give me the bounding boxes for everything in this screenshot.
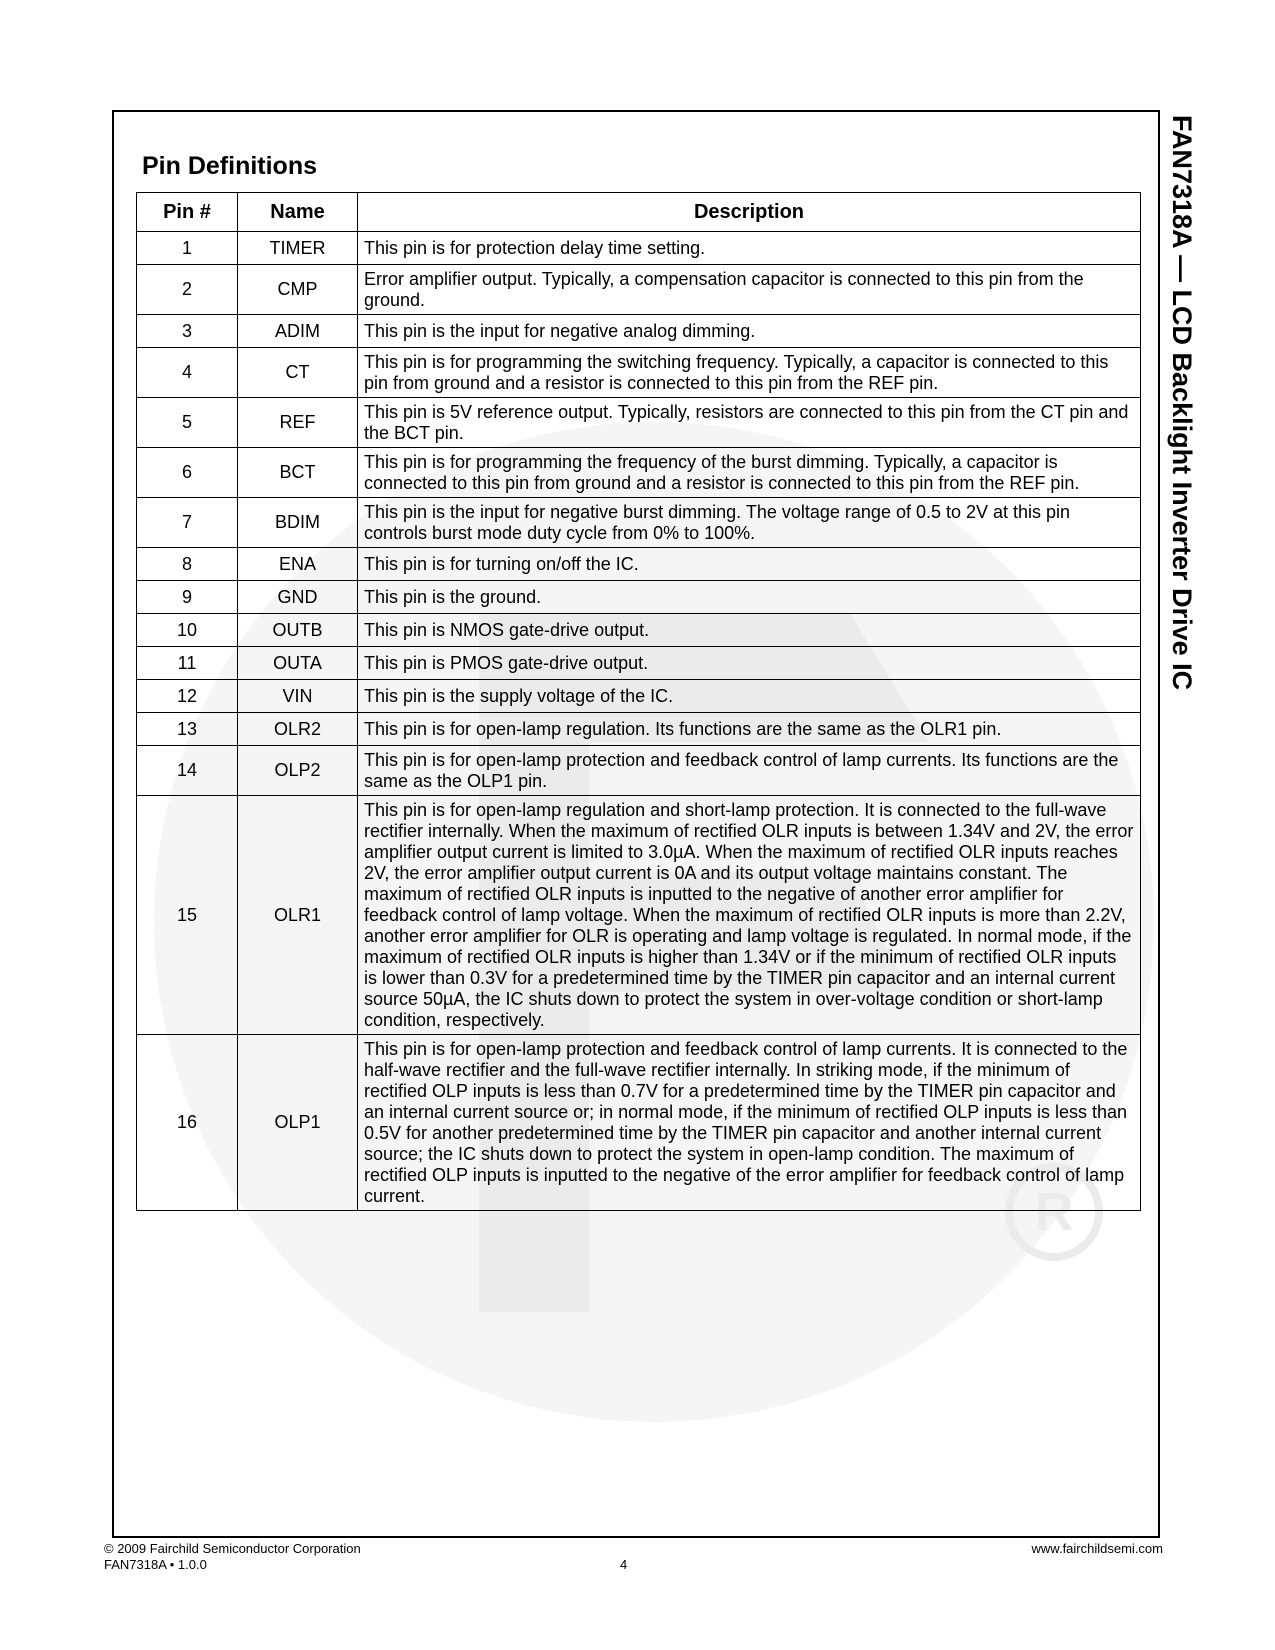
table-row [137, 1035, 1141, 1211]
header-pin: Pin # [137, 193, 238, 232]
table-row [137, 680, 1141, 713]
page-frame [112, 110, 1160, 1538]
pin-description: Error amplifier output. Typically, a compensation capacitor is connected to this pin from the ground. [358, 265, 1141, 315]
pin-name: OLP1 [238, 1035, 358, 1211]
pin-number: 1 [137, 232, 238, 265]
pin-description: This pin is for programming the frequency of the burst dimming. Typically, a capacitor is connected to this pin from ground and a resistor is connected to this pin from the REF pin. [358, 448, 1141, 498]
svg-text:R: R [1034, 1182, 1074, 1242]
pin-description: This pin is PMOS gate-drive output. [358, 647, 1141, 680]
pin-description: This pin is the ground. [358, 581, 1141, 614]
table-row [137, 647, 1141, 680]
header-name: Name [238, 193, 358, 232]
pin-name: OLR2 [238, 713, 358, 746]
pin-number: 3 [137, 315, 238, 348]
table-row [137, 713, 1141, 746]
table-row [137, 448, 1141, 498]
side-title-text: FAN7318A — LCD Backlight Inverter Drive IC [1167, 115, 1197, 691]
pin-description: This pin is for turning on/off the IC. [358, 548, 1141, 581]
pin-number: 12 [137, 680, 238, 713]
pin-description: This pin is 5V reference output. Typically, resistors are connected to this pin from the CT pin and the BCT pin. [358, 398, 1141, 448]
pin-description: This pin is the input for negative analog dimming. [358, 315, 1141, 348]
footer-copyright: © 2009 Fairchild Semiconductor Corporation [104, 1541, 361, 1556]
pin-number: 14 [137, 746, 238, 796]
pin-description: This pin is the input for negative burst dimming. The voltage range of 0.5 to 2V at this pin controls burst mode duty cycle from 0% to 100%. [358, 498, 1141, 548]
footer-doc-id: FAN7318A • 1.0.0 [104, 1557, 207, 1572]
pin-name: OUTA [238, 647, 358, 680]
pin-name: CT [238, 348, 358, 398]
footer-page-number: 4 [620, 1557, 628, 1572]
pin-name: BDIM [238, 498, 358, 548]
table-row [137, 398, 1141, 448]
pin-description: This pin is for open-lamp regulation and short-lamp protection. It is connected to the full-wave rectifier internally. When the maximum of rectified OLR inputs is between 1.34V and 2V, the error amplifier output current is limited to 3.0µA. When the maximum of rectified OLR inputs reaches 2V, the error amplifier output current is 0A and its output voltage maintains constant. The maximum of rectified OLR inputs is inputted to the negative of another error amplifier for feedback control of lamp voltage. When the maximum of rectified OLR inputs is more than 2.2V, another error amplifier for OLR is operating and lamp voltage is regulated. In normal mode, if the maximum of rectified OLR inputs is higher than 1.34V or if the minimum of rectified OLR inputs is lower than 0.3V for a predetermined time by the TIMER pin capacitor and an internal current source 50µA, the IC shuts down to protect the system in over-voltage condition or short-lamp condition, respectively. [358, 796, 1141, 1035]
table-header-row [137, 193, 1141, 232]
pin-number: 7 [137, 498, 238, 548]
pin-description: This pin is for open-lamp protection and feedback control of lamp currents. Its functions are the same as the OLP1 pin. [358, 746, 1141, 796]
pin-description: This pin is for open-lamp protection and feedback control of lamp currents. It is connected to the half-wave rectifier and the full-wave rectifier internally. In striking mode, if the minimum of rectified OLP inputs is less than 0.7V for a predetermined time by the TIMER pin capacitor and an internal current source or; in normal mode, if the minimum of rectified OLP inputs is less than 0.5V for another predetermined time by the TIMER pin capacitor and another internal current source; the IC shuts down to protect the system in open-lamp condition. The maximum of rectified OLP inputs is inputted to the negative of the error amplifier for feedback control of lamp current. [358, 1035, 1141, 1211]
table-row [137, 498, 1141, 548]
pin-name: OLP2 [238, 746, 358, 796]
pin-number: 13 [137, 713, 238, 746]
pin-name: OLR1 [238, 796, 358, 1035]
pin-name: VIN [238, 680, 358, 713]
pin-number: 9 [137, 581, 238, 614]
pin-number: 5 [137, 398, 238, 448]
header-description: Description [358, 193, 1141, 232]
footer-website-link[interactable]: www.fairchildsemi.com [1031, 1541, 1163, 1556]
pin-name: OUTB [238, 614, 358, 647]
section-title: Pin Definitions [142, 152, 317, 180]
pin-name: REF [238, 398, 358, 448]
table-row [137, 548, 1141, 581]
pin-name: GND [238, 581, 358, 614]
table-row [137, 348, 1141, 398]
table-row [137, 315, 1141, 348]
pin-name: TIMER [238, 232, 358, 265]
table-row [137, 796, 1141, 1035]
pin-number: 16 [137, 1035, 238, 1211]
pin-number: 15 [137, 796, 238, 1035]
table-row [137, 746, 1141, 796]
pin-number: 10 [137, 614, 238, 647]
pin-description: This pin is for programming the switching frequency. Typically, a capacitor is connected to this pin from ground and a resistor is connected to this pin from the REF pin. [358, 348, 1141, 398]
table-row [137, 265, 1141, 315]
table-row [137, 614, 1141, 647]
pin-name: BCT [238, 448, 358, 498]
table-row [137, 232, 1141, 265]
pin-name: ADIM [238, 315, 358, 348]
pin-name: CMP [238, 265, 358, 315]
table-row [137, 581, 1141, 614]
pin-definitions-table [136, 192, 1141, 1211]
pin-description: This pin is the supply voltage of the IC. [358, 680, 1141, 713]
pin-number: 4 [137, 348, 238, 398]
pin-description: This pin is for open-lamp regulation. Its functions are the same as the OLR1 pin. [358, 713, 1141, 746]
document-side-title [1163, 115, 1201, 691]
pin-number: 2 [137, 265, 238, 315]
pin-description: This pin is for protection delay time setting. [358, 232, 1141, 265]
pin-number: 11 [137, 647, 238, 680]
pin-name: ENA [238, 548, 358, 581]
pin-description: This pin is NMOS gate-drive output. [358, 614, 1141, 647]
pin-number: 6 [137, 448, 238, 498]
pin-number: 8 [137, 548, 238, 581]
